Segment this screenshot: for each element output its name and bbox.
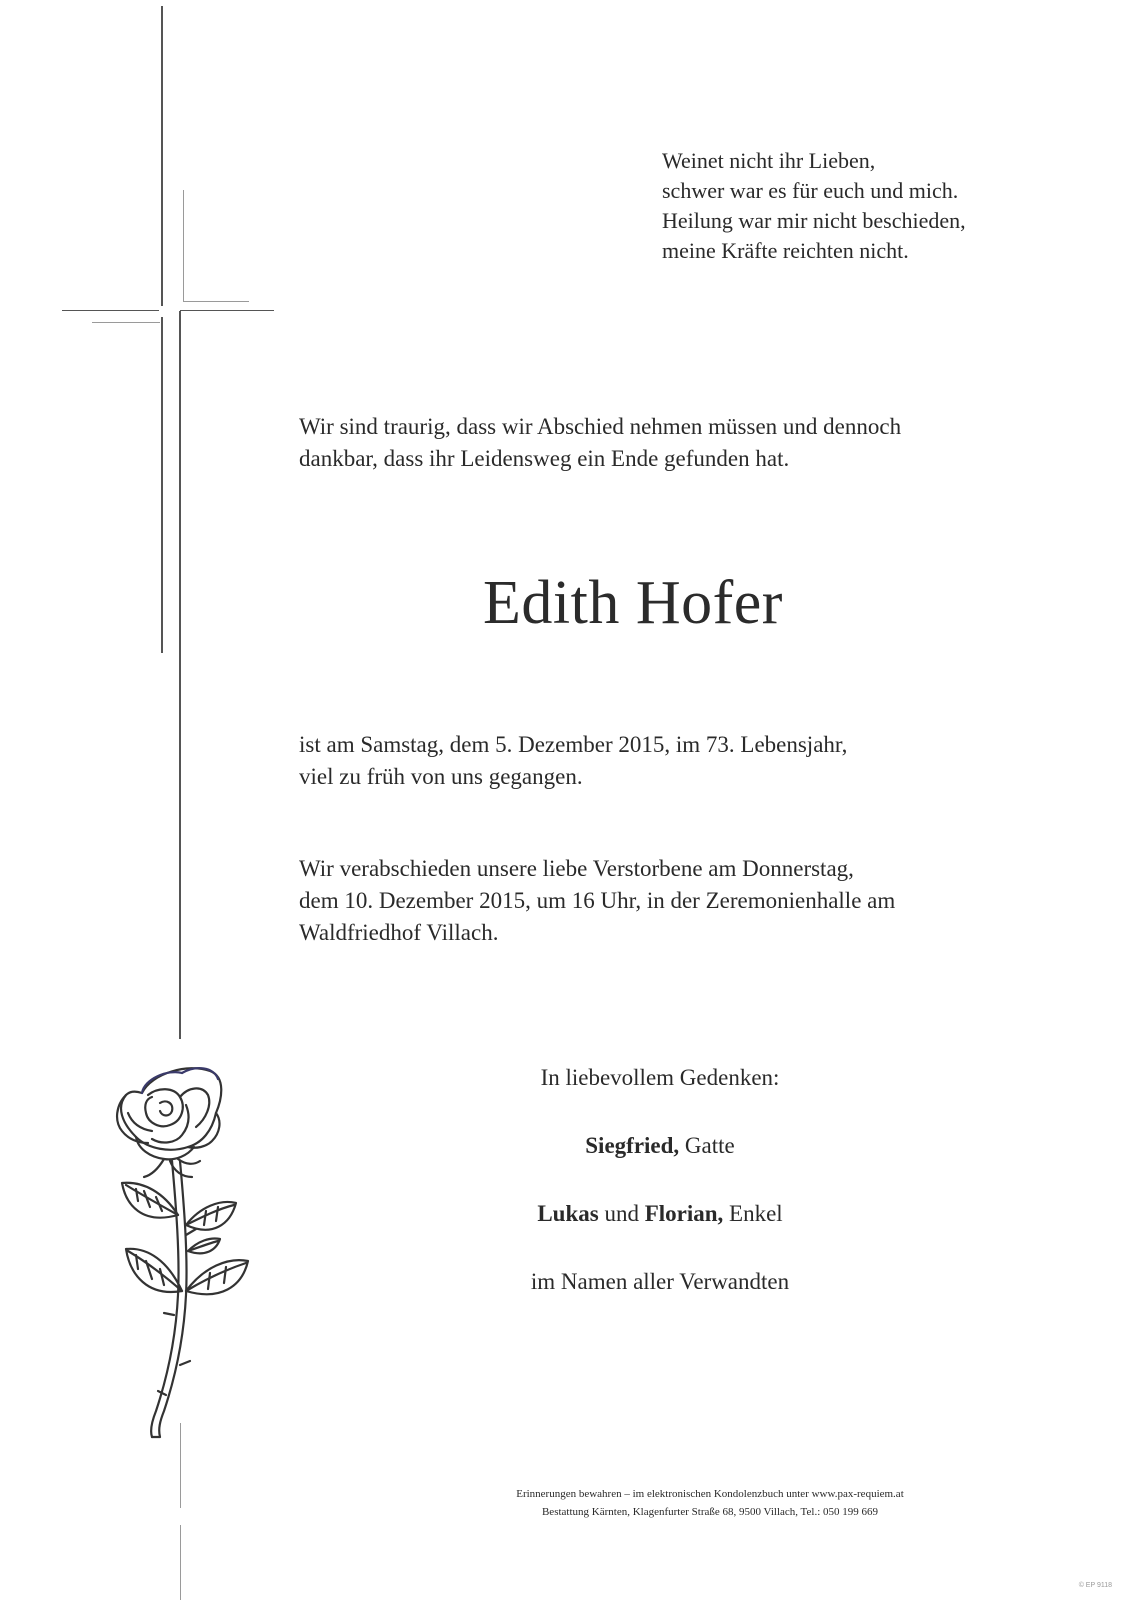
- rose-icon: [108, 1065, 288, 1455]
- document-code: © EP 9118: [1078, 1582, 1112, 1589]
- intro-line: Wir sind traurig, dass wir Abschied nehmen müssen und dennoch: [299, 414, 902, 439]
- footer: [300, 1485, 1120, 1521]
- footer-funeral-home-line: Bestattung Kärnten, Klagenfurter Straße 68, 9500 Villach, Tel.: 050 199 669: [541, 1506, 879, 1518]
- funeral-line: Wir verabschieden unsere liebe Verstorbene am Donnerstag,: [299, 856, 854, 881]
- mourner-relation: Enkel: [723, 1201, 783, 1226]
- death-line: viel zu früh von uns gegangen.: [299, 764, 583, 789]
- mourner-name: Lukas: [537, 1201, 599, 1226]
- mourner-relation: Gatte: [679, 1133, 735, 1158]
- mourners-block: [440, 1063, 880, 1335]
- memorial-poem: [662, 146, 966, 266]
- mourner-spouse: [440, 1131, 880, 1199]
- poem-line: meine Kräfte reichten nicht.: [662, 238, 909, 263]
- mourner-name: Siegfried,: [585, 1133, 680, 1158]
- poem-line: schwer war es für euch und mich.: [662, 178, 959, 203]
- poem-line: Weinet nicht ihr Lieben,: [662, 148, 876, 173]
- mourner-name: Florian,: [644, 1201, 724, 1226]
- funeral-notice: [299, 853, 895, 949]
- poem-line: Heilung war mir nicht beschieden,: [662, 208, 966, 233]
- death-notice: [299, 729, 847, 793]
- mourner-conjunction: und: [598, 1201, 645, 1226]
- mourner-grandchildren: [440, 1199, 880, 1267]
- footer-condolence-line: Erinnerungen bewahren – im elektronischen Kondolenzbuch unter www.pax-requiem.at: [516, 1488, 904, 1500]
- intro-line: dankbar, dass ihr Leidensweg ein Ende gefunden hat.: [299, 446, 790, 471]
- funeral-line: dem 10. Dezember 2015, um 16 Uhr, in der Zeremonienhalle am: [299, 888, 896, 913]
- intro-text: [299, 411, 1079, 475]
- death-line: ist am Samstag, dem 5. Dezember 2015, im 73. Lebensjahr,: [299, 732, 848, 757]
- mourners-heading: In liebevollem Gedenken:: [540, 1065, 780, 1090]
- mourners-closing: im Namen aller Verwandten: [530, 1269, 790, 1294]
- deceased-name: Edith Hofer: [483, 569, 783, 637]
- funeral-line: Waldfriedhof Villach.: [299, 920, 499, 945]
